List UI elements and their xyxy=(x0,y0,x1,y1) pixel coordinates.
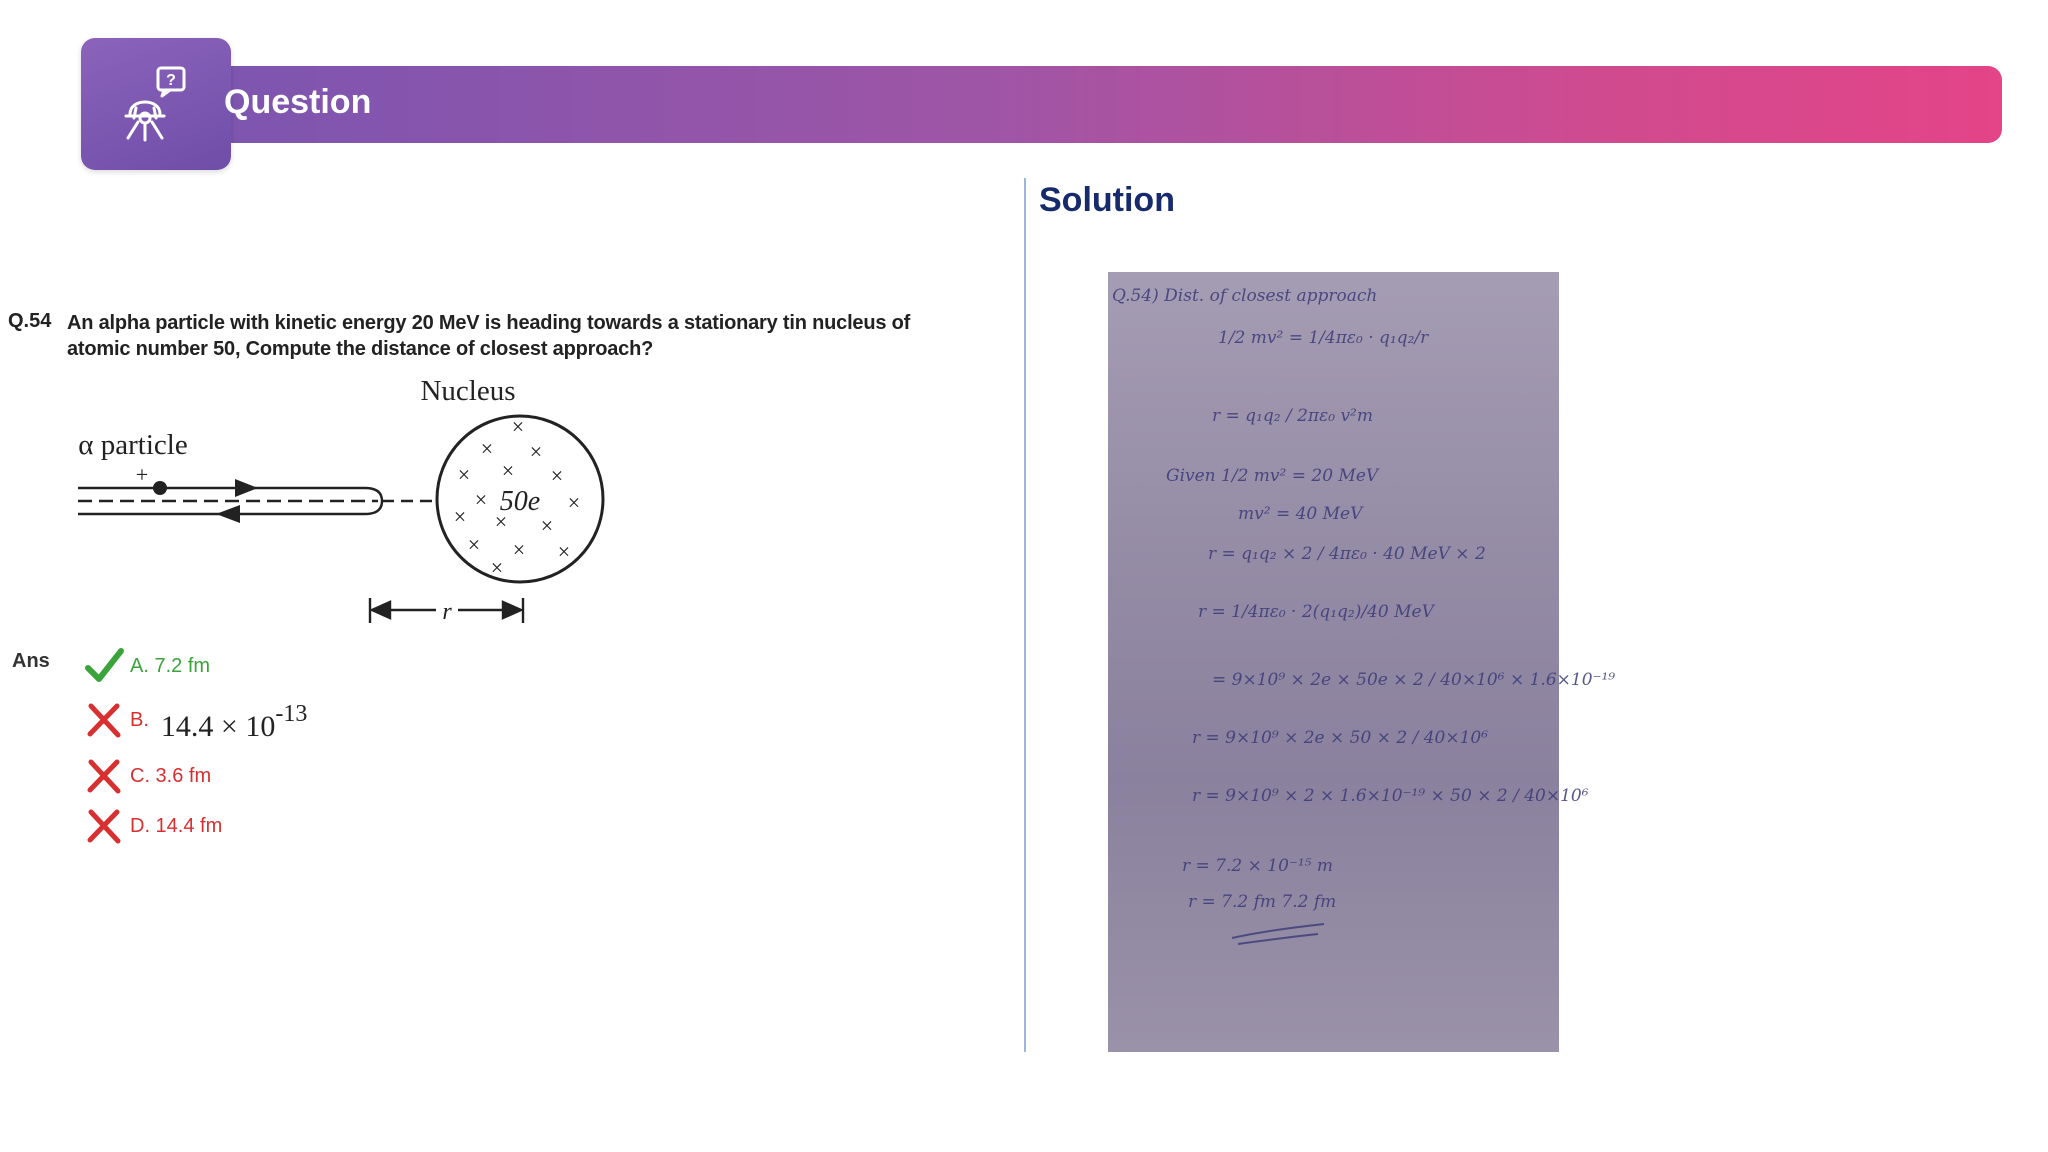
teacher-question-icon xyxy=(114,62,198,146)
solution-line: r = 7.2 fm 7.2 fm xyxy=(1188,892,1337,912)
arrow-back-icon xyxy=(216,505,240,523)
option-b-expression: $14.4 \times 10^{-13}$ xyxy=(160,700,308,743)
solution-line: Q.54) Dist. of closest approach xyxy=(1112,286,1378,306)
option-a[interactable] xyxy=(84,646,210,686)
alpha-particle-dot xyxy=(153,481,167,495)
option-c[interactable] xyxy=(84,756,211,796)
option-d-text: D. 14.4 fm xyxy=(130,814,223,837)
svg-text:×: × xyxy=(501,458,515,483)
svg-text:×: × xyxy=(557,539,571,564)
solution-line: r = 9×10⁹ × 2e × 50 × 2 / 40×10⁶ xyxy=(1192,728,1489,748)
svg-text:×: × xyxy=(457,462,471,487)
answer-label: Ans xyxy=(12,650,50,672)
svg-text:×: × xyxy=(511,414,525,439)
option-c-text: C. 3.6 fm xyxy=(130,764,212,787)
svg-text:×: × xyxy=(467,532,481,557)
alpha-particle-diagram xyxy=(60,370,620,640)
header-bar xyxy=(170,66,2002,143)
svg-text:×: × xyxy=(550,463,564,488)
svg-text:×: × xyxy=(540,513,554,538)
option-a-text: A. 7.2 fm xyxy=(130,654,211,677)
svg-text:×: × xyxy=(453,504,467,529)
solution-heading: Solution xyxy=(1039,181,1175,219)
solution-underline xyxy=(1228,918,1328,948)
svg-text:×: × xyxy=(474,487,488,512)
check-icon xyxy=(84,646,124,686)
plus-sign: + xyxy=(135,462,149,487)
arrow-forward-icon xyxy=(235,479,258,497)
svg-text:×: × xyxy=(480,436,494,461)
svg-text:?: ? xyxy=(166,72,176,89)
question-text: An alpha particle with kinetic energy 20 MeV is heading towards a stationary tin nucleus of atomic number 50, Compute the distance of closest approach? xyxy=(67,312,911,360)
cross-icon xyxy=(84,700,124,740)
charge-label: 50e xyxy=(499,486,541,517)
solution-line: r = q₁q₂ / 2πε₀ v²m xyxy=(1212,406,1373,426)
distance-label: r xyxy=(442,599,452,625)
option-b[interactable] xyxy=(84,700,308,743)
alpha-particle-label: α particle xyxy=(78,429,188,461)
solution-line: r = 1/4πε₀ · 2(q₁q₂)/40 MeV xyxy=(1198,602,1434,622)
cross-icon xyxy=(84,806,124,846)
solution-line: Given 1/2 mv² = 20 MeV xyxy=(1166,466,1379,486)
header-title: Question xyxy=(224,83,372,121)
option-d[interactable] xyxy=(84,806,222,846)
svg-text:×: × xyxy=(529,439,543,464)
solution-photo xyxy=(1108,272,1616,1052)
column-divider xyxy=(1024,178,1026,1052)
solution-line: r = 9×10⁹ × 2 × 1.6×10⁻¹⁹ × 50 × 2 / 40×10⁶ xyxy=(1192,786,1589,806)
solution-line: r = 7.2 × 10⁻¹⁵ m xyxy=(1182,856,1334,876)
svg-text:×: × xyxy=(494,509,508,534)
solution-line: 1/2 mv² = 1/4πε₀ · q₁q₂/r xyxy=(1218,328,1429,348)
option-b-text: B. xyxy=(130,708,149,731)
solution-line: = 9×10⁹ × 2e × 50e × 2 / 40×10⁶ × 1.6×10⁻¹⁹ xyxy=(1212,670,1616,690)
svg-text:×: × xyxy=(512,537,526,562)
cross-icon xyxy=(84,756,124,796)
header-icon-box xyxy=(81,38,231,170)
question-number: Q.54 xyxy=(8,310,52,332)
nucleus-label: Nucleus xyxy=(420,375,516,407)
svg-text:×: × xyxy=(567,490,581,515)
svg-text:×: × xyxy=(490,555,504,580)
alpha-path xyxy=(78,488,438,514)
solution-line: mv² = 40 MeV xyxy=(1238,504,1363,524)
solution-line: r = q₁q₂ × 2 / 4πε₀ · 40 MeV × 2 xyxy=(1208,544,1486,564)
